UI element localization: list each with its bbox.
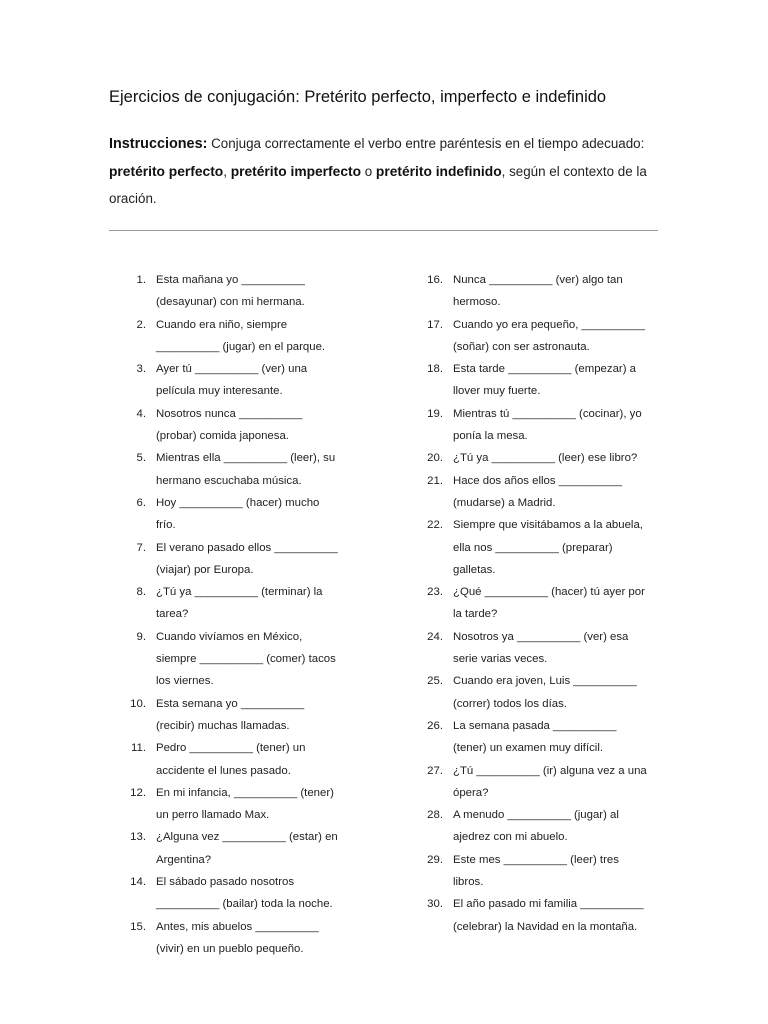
exercise-text: Siempre que visitábamos a la abuela, ella nos __________ (preparar) galletas. <box>453 519 643 576</box>
exercise-text: Nosotros ya __________ (ver) esa serie varias veces. <box>453 630 629 666</box>
exercise-item <box>412 849 652 894</box>
exercise-number: 13. <box>130 831 146 844</box>
exercise-number: 17. <box>427 318 443 331</box>
exercise-list-right <box>412 269 652 938</box>
exercise-number: 7. <box>136 541 146 554</box>
exercise-text: Cuando yo era pequeño, __________ (soñar) con ser astronauta. <box>453 318 645 353</box>
exercise-number: 5. <box>136 452 146 465</box>
exercise-item <box>115 581 340 626</box>
exercise-text: ¿Qué __________ (hacer) tú ayer por la tarde? <box>453 586 645 621</box>
exercise-text: Esta semana yo __________ (recibir) muchas llamadas. <box>156 697 305 732</box>
exercise-number: 8. <box>136 586 146 599</box>
exercise-text: Hoy __________ (hacer) mucho frío. <box>156 496 320 532</box>
exercise-number: 3. <box>136 363 146 376</box>
exercise-number: 2. <box>136 318 146 331</box>
exercise-number: 23. <box>427 586 443 599</box>
instructions-lead: Instrucciones: <box>109 136 208 152</box>
horizontal-divider <box>109 230 658 231</box>
exercise-item <box>115 826 340 871</box>
exercise-number: 11. <box>131 742 146 755</box>
exercise-item <box>412 314 652 359</box>
exercise-number: 28. <box>427 809 443 822</box>
exercise-number: 21. <box>427 474 443 487</box>
exercise-text: Hace dos años ellos __________ (mudarse) a Madrid. <box>453 474 623 509</box>
exercise-text: Antes, mis abuelos __________ (vivir) en un pueblo pequeño. <box>156 920 319 955</box>
exercise-text: Cuando era niño, siempre __________ (jugar) en el parque. <box>156 318 326 353</box>
exercise-text: El sábado pasado nosotros __________ (bailar) toda la noche. <box>156 876 333 911</box>
tense-preterito-imperfecto: pretérito imperfecto <box>230 164 362 179</box>
instructions-separator: , <box>223 164 231 179</box>
exercise-text: El año pasado mi familia __________ (celebrar) la Navidad en la montaña. <box>453 898 644 933</box>
exercise-item <box>115 403 340 448</box>
exercise-item <box>115 916 340 961</box>
exercise-number: 15. <box>130 920 146 933</box>
instructions-text: Conjuga correctamente el verbo entre paréntesis en el tiempo adecuado: <box>207 136 645 151</box>
exercise-text: Nunca __________ (ver) algo tan hermoso. <box>453 274 623 309</box>
exercise-number: 9. <box>136 630 146 643</box>
exercise-number: 18. <box>427 363 443 376</box>
exercise-item <box>412 670 652 715</box>
exercise-number: 30. <box>427 898 443 911</box>
exercise-item <box>412 358 652 403</box>
exercise-number: 4. <box>136 407 146 420</box>
exercise-text: Cuando vivíamos en México, siempre __________ (comer) tacos los viernes. <box>156 630 336 688</box>
exercise-text: ¿Alguna vez __________ (estar) en Argentina? <box>156 831 338 866</box>
exercise-item <box>115 782 340 827</box>
exercise-item <box>412 269 652 314</box>
exercise-number: 19. <box>427 407 443 420</box>
exercise-number: 14. <box>130 876 146 889</box>
exercise-item <box>412 893 652 938</box>
exercise-text: ¿Tú __________ (ir) alguna vez a una ópera? <box>453 764 647 799</box>
exercise-text: Cuando era joven, Luis __________ (correr) todos los días. <box>453 675 637 710</box>
exercise-item <box>115 871 340 916</box>
tense-preterito-indefinido: pretérito indefinido <box>375 164 502 179</box>
exercise-number: 29. <box>427 853 443 866</box>
instructions-text: , según el contexto de la oración. <box>109 164 647 206</box>
tense-preterito-perfecto: pretérito perfecto <box>109 164 224 179</box>
exercise-text: ¿Tú ya __________ (leer) ese libro? <box>453 452 638 465</box>
exercise-number: 1. <box>136 274 146 286</box>
exercise-item <box>115 737 340 782</box>
exercise-number: 26. <box>427 719 443 732</box>
exercise-item <box>412 447 652 469</box>
exercise-item <box>115 314 340 359</box>
exercise-text: Esta tarde __________ (empezar) a llover muy fuerte. <box>453 363 637 398</box>
exercise-number: 25. <box>427 675 443 688</box>
exercise-item <box>115 693 340 738</box>
exercise-item <box>412 760 652 805</box>
exercise-number: 27. <box>427 764 443 777</box>
exercise-number: 24. <box>427 630 443 643</box>
exercise-number: 20. <box>427 452 443 465</box>
exercise-text: ¿Tú ya __________ (terminar) la tarea? <box>156 586 323 621</box>
exercise-text: Esta mañana yo __________ (desayunar) con mi hermana. <box>156 274 305 309</box>
exercise-item <box>115 492 340 537</box>
exercise-text: Mientras tú __________ (cocinar), yo ponía la mesa. <box>453 407 642 443</box>
exercise-item <box>115 358 340 403</box>
exercise-text: El verano pasado ellos __________ (viajar) por Europa. <box>156 541 338 576</box>
exercise-text: Ayer tú __________ (ver) una película muy interesante. <box>156 363 308 398</box>
exercise-text: La semana pasada __________ (tener) un examen muy difícil. <box>453 719 617 755</box>
exercise-list-left <box>115 269 340 960</box>
instructions-paragraph <box>109 130 664 212</box>
exercise-text: A menudo __________ (jugar) al ajedrez con mi abuelo. <box>453 809 619 844</box>
exercise-item <box>115 447 340 492</box>
exercise-number: 6. <box>136 496 146 509</box>
exercise-item <box>412 715 652 760</box>
exercise-text: Nosotros nunca __________ (probar) comida japonesa. <box>156 407 303 443</box>
exercise-number: 10. <box>130 697 146 710</box>
instructions-separator: o <box>361 164 376 179</box>
exercise-text: Mientras ella __________ (leer), su hermano escuchaba música. <box>156 452 336 487</box>
exercise-item <box>115 537 340 582</box>
exercise-text: En mi infancia, __________ (tener) un perro llamado Max. <box>156 786 334 822</box>
exercise-text: Pedro __________ (tener) un accidente el lunes pasado. <box>156 742 306 777</box>
exercise-item <box>412 804 652 849</box>
exercise-item <box>412 626 652 671</box>
exercise-item <box>412 581 652 626</box>
exercise-item <box>412 514 652 581</box>
exercise-number: 16. <box>427 274 443 286</box>
exercise-item <box>115 269 340 314</box>
exercise-number: 12. <box>130 786 146 799</box>
exercise-item <box>412 470 652 515</box>
exercise-text: Este mes __________ (leer) tres libros. <box>453 853 619 889</box>
exercise-item <box>115 626 340 693</box>
exercise-item <box>412 403 652 448</box>
exercise-number: 22. <box>427 519 443 532</box>
page-title: Ejercicios de conjugación: Pretérito perfecto, imperfecto e indefinido <box>109 88 607 106</box>
